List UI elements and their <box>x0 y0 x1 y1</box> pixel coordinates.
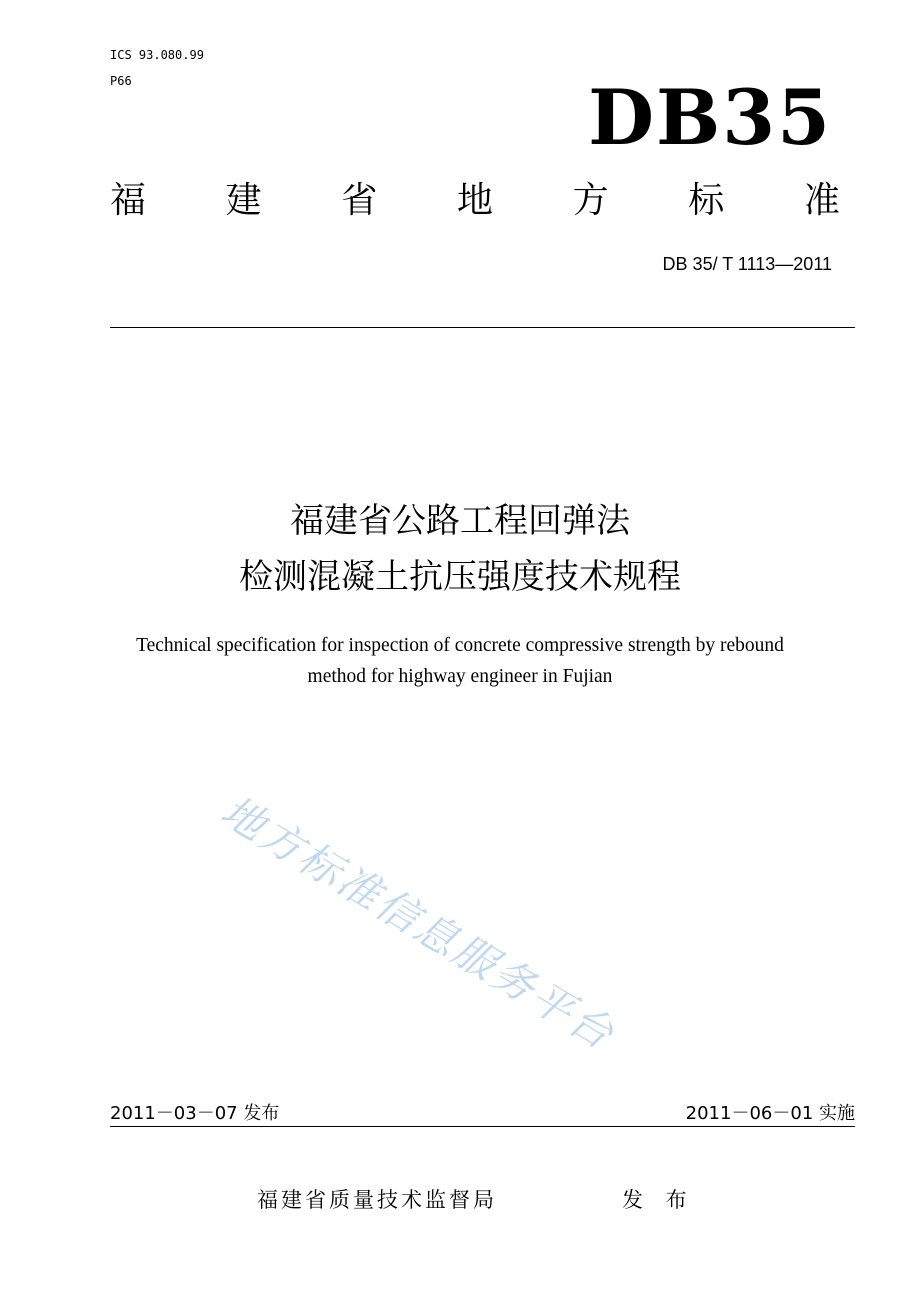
standard-type-char: 准 <box>803 180 840 221</box>
title-en <box>60 630 860 692</box>
implementation-date: 2011－06－01 实施 <box>685 1103 855 1124</box>
standard-type-char: 建 <box>225 180 262 221</box>
publisher: 福建省质量技术监督局 <box>257 1188 497 1212</box>
standard-type-char: 方 <box>572 180 609 221</box>
watermark: 地方标准信息服务平台 <box>212 786 624 1060</box>
standard-type <box>110 178 840 224</box>
title-en-line2: method for highway engineer in Fujian <box>307 666 613 687</box>
title-zh-line2: 检测混凝土抗压强度技术规程 <box>239 557 681 597</box>
ics-code: ICS 93.080.99 <box>110 48 204 62</box>
issue-date: 2011－03－07 发布 <box>110 1103 280 1124</box>
standard-type-char: 福 <box>110 180 147 221</box>
standard-number: DB 35/ T 1113—2011 <box>662 254 832 274</box>
standard-type-char: 地 <box>456 180 493 221</box>
issue-word: 发 布 <box>622 1188 695 1212</box>
title-zh-line1: 福建省公路工程回弹法 <box>290 501 630 541</box>
top-divider <box>110 327 855 328</box>
db35-logo: DB35 <box>588 73 832 162</box>
title-en-line1: Technical specification for inspection of concrete compressive strength by rebound <box>136 635 784 656</box>
standard-type-char: 标 <box>688 180 725 221</box>
bottom-divider <box>110 1126 855 1127</box>
standard-type-char: 省 <box>341 180 378 221</box>
classification-code: P66 <box>110 74 132 88</box>
